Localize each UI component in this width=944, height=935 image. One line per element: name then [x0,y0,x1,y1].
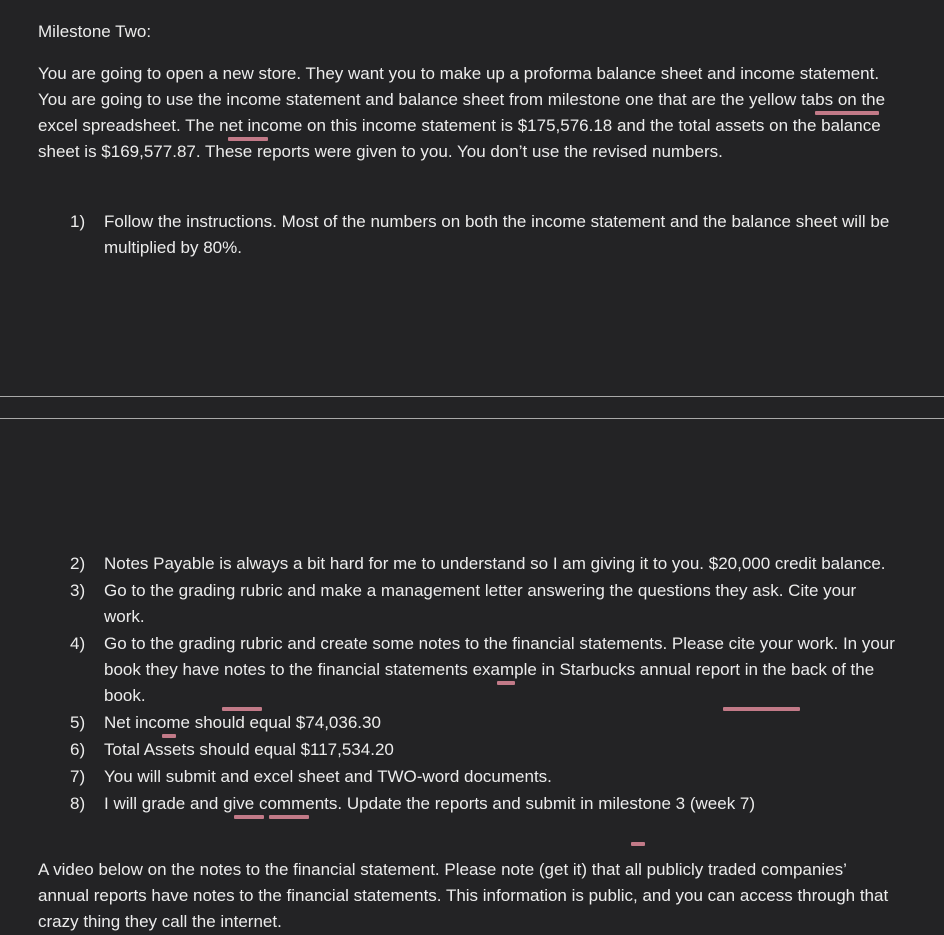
list-item-text: You will submit and excel sheet and TWO-word documents. [104,767,552,786]
list-item-number: 3) [70,581,86,600]
list-item [70,578,900,630]
list-item-text: Notes Payable is always a bit hard for me to understand so I am giving it to you. $20,000 credit balance. [104,554,886,573]
list-item-text: Go to the grading rubric and make a management letter answering the questions they ask. Cite your work. [104,581,857,626]
proofing-underline-mark[interactable] [228,137,268,141]
proofing-underline-mark[interactable] [631,842,645,846]
list-item-text: I will grade and give comments. Update the reports and submit in milestone 3 (week 7) [104,794,756,813]
list-item-number: 4) [70,634,86,653]
list-item [70,737,900,763]
list-item-number: 6) [70,740,86,759]
page-break-top-line [0,396,944,397]
list-item-number: 5) [70,713,86,732]
proofing-underline-mark[interactable] [497,681,515,685]
list-item [70,764,900,790]
list-item [70,710,900,736]
list-item-number: 1) [70,212,86,231]
list-item-text: Net income should equal $74,036.30 [104,713,381,732]
list-item-text: Follow the instructions. Most of the numbers on both the income statement and the balance sheet will be multiplied by 80%. [104,212,890,257]
proofing-underline-mark[interactable] [222,707,262,711]
list-item-number: 8) [70,794,86,813]
proofing-underline-mark[interactable] [723,707,800,711]
list-item-text: Go to the grading rubric and create some notes to the financial statements. Please cite your work. In your book they have notes to the financial statements example in Starbucks annual report in the back of the book. [104,634,895,705]
list-item [70,631,900,709]
page-break-bottom-line [0,418,944,419]
intro-paragraph: You are going to open a new store. They want you to make up a proforma balance sheet and income statement. You are going to use the income statement and balance sheet from milestone one that are the yellow tabs on the excel spreadsheet. The net income on this income statement is $175,576.18 and the total assets on the balance sheet is $169,577.87. These reports were given to you. You don’t use the revised numbers. [38,64,886,161]
list-item-text: Total Assets should equal $117,534.20 [104,740,394,759]
list-item-number: 7) [70,767,86,786]
milestone-heading: Milestone Two: [38,22,152,41]
proofing-underline-mark[interactable] [269,815,309,819]
proofing-underline-mark[interactable] [815,111,879,115]
list-item-number: 2) [70,554,86,573]
proofing-underline-mark[interactable] [162,734,176,738]
instructions-list-part-2 [70,551,900,818]
list-item [70,209,900,261]
list-item [70,551,900,577]
instructions-list-part-1 [70,209,900,262]
proofing-underline-mark[interactable] [234,815,264,819]
list-item [70,791,900,817]
video-paragraph: A video below on the notes to the financial statement. Please note (get it) that all publicly traded companies’ annual reports have notes to the financial statements. This information is public, and you can access through that crazy thing they call the internet. [38,860,889,931]
